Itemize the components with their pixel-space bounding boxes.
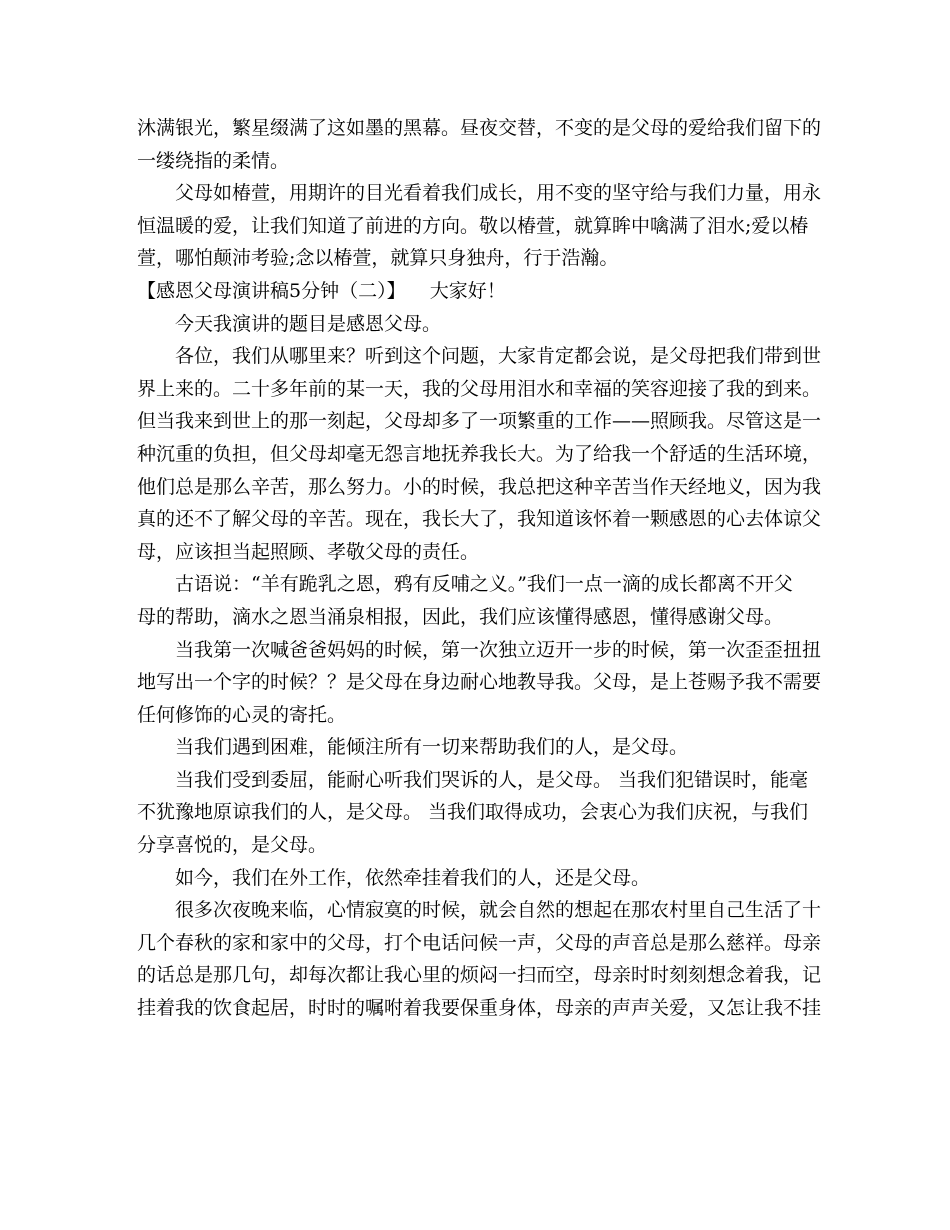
text-line: 挂着我的饮食起居，时时的嘱咐着我要保重身体，母亲的声声关爱，又怎让我不挂	[137, 997, 822, 1020]
text-line: 他们总是那么辛苦，那么努力。小的时候，我总把这种辛苦当作天经地义，因为我	[137, 475, 822, 498]
text-line: 的话总是那几句，却每次都让我心里的烦闷一扫而空，母亲时时刻刻想念着我，记	[137, 964, 822, 987]
text-line: 萱，哪怕颠沛考验;念以椿萱，就算只身独舟，行于浩瀚。	[137, 247, 619, 270]
text-line: 沐满银光，繁星缀满了这如墨的黑幕。昼夜交替，不变的是父母的爱给我们留下的	[137, 117, 822, 139]
text-line: 一缕绕指的柔情。	[137, 149, 290, 172]
text-line: 种沉重的负担，但父母却毫无怨言地抚养我长大。为了给我一个舒适的生活环境，	[137, 442, 822, 465]
paragraph-start-line: 当我们受到委屈，能耐心听我们哭诉的人，是父母。 当我们犯错误时，能毫	[175, 768, 809, 791]
text-line: 任何修饰的心灵的寄托。	[137, 703, 347, 726]
text-line: 真的还不了解父母的辛苦。现在，我长大了，我知道该怀着一颗感恩的心去体谅父	[137, 508, 822, 531]
paragraph-start-line: 当我们遇到困难，能倾注所有一切来帮助我们的人，是父母。	[175, 736, 689, 759]
text-line: 恒温暖的爱，让我们知道了前进的方向。敬以椿萱，就算眸中噙满了泪水;爱以椿	[137, 214, 809, 237]
paragraph-start-line: 今天我演讲的题目是感恩父母。	[175, 312, 442, 335]
paragraph-start-line: 古语说：“羊有跪乳之恩，鸦有反哺之义。”我们一点一滴的成长都离不开父	[175, 573, 793, 596]
text-line: 不犹豫地原谅我们的人，是父母。 当我们取得成功，会衷心为我们庆祝，与我们	[137, 801, 809, 824]
section-heading: 【感恩父母演讲稿5分钟（二）】 大家好！	[137, 279, 506, 302]
paragraph-start-line: 各位，我们从哪里来？听到这个问题，大家肯定都会说，是父母把我们带到世	[175, 345, 822, 368]
text-line: 母，应该担当起照顾、孝敬父母的责任。	[137, 540, 480, 563]
text-line: 但当我来到世上的那一刻起，父母却多了一项繁重的工作——照顾我。尽管这是一	[137, 410, 822, 433]
paragraph-start-line: 很多次夜晚来临，心情寂寞的时候，就会自然的想起在那农村里自己生活了十	[175, 899, 822, 922]
text-line: 母的帮助，滴水之恩当涌泉相报，因此，我们应该懂得感恩，懂得感谢父母。	[137, 605, 784, 628]
text-line: 分享喜悦的，是父母。	[137, 834, 328, 857]
text-line: 几个春秋的家和家中的父母，打个电话问候一声，父母的声音总是那么慈祥。母亲	[137, 931, 822, 954]
paragraph-start-line: 父母如椿萱，用期许的目光看着我们成长，用不变的坚守给与我们力量，用永	[175, 182, 822, 205]
paragraph-start-line: 如今，我们在外工作，依然牵挂着我们的人，还是父母。	[175, 866, 651, 889]
document-body	[137, 112, 822, 1025]
paragraph-start-line: 当我第一次喊爸爸妈妈的时候，第一次独立迈开一步的时候，第一次歪歪扭扭	[175, 638, 822, 661]
text-line: 地写出一个字的时候？？是父母在身边耐心地教导我。父母，是上苍赐予我不需要	[137, 671, 822, 694]
text-line: 界上来的。二十多年前的某一天，我的父母用泪水和幸福的笑容迎接了我的到来。	[137, 377, 822, 400]
